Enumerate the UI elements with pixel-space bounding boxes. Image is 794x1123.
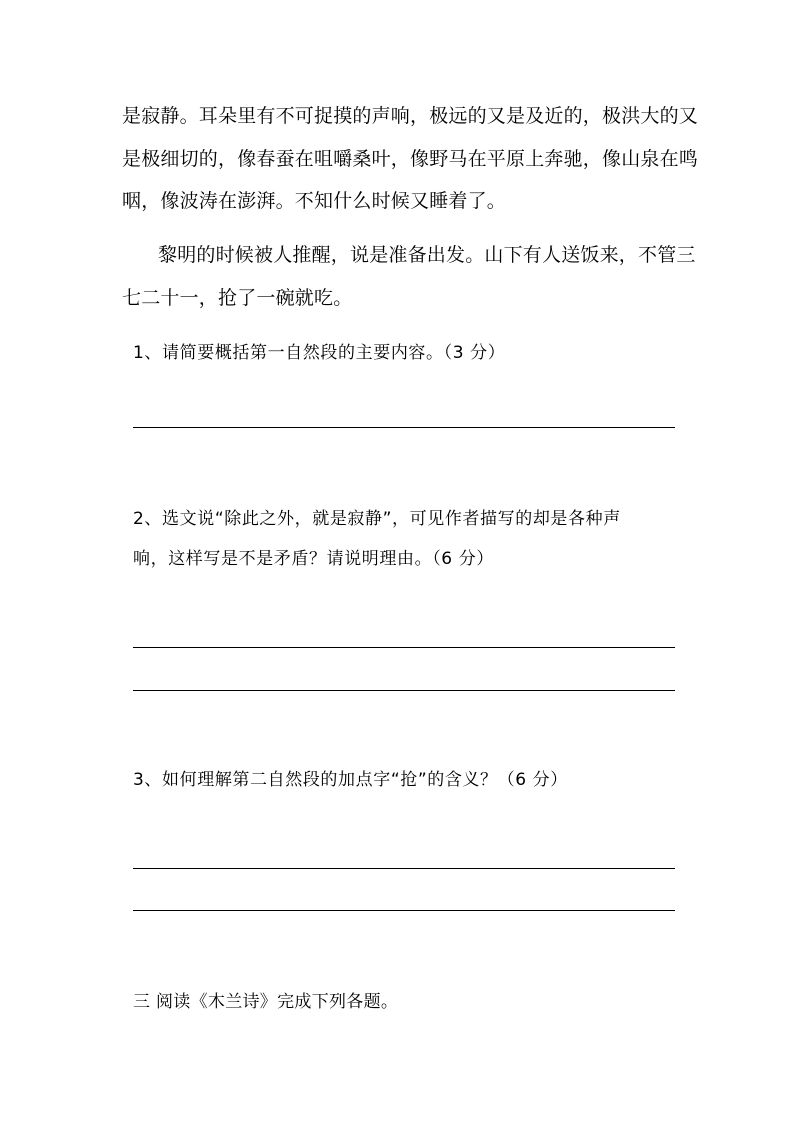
passage-paragraph-1-line-1: 是寂静。耳朵里有不可捉摸的声响，极远的又是及近的，极洪大的又	[122, 105, 699, 127]
answer-line-q2-1[interactable]	[133, 647, 675, 648]
answer-line-q2-2[interactable]	[133, 690, 675, 691]
question-1: 1、请简要概括第一自然段的主要内容。（3 分）	[133, 343, 506, 363]
question-3: 3、如何理解第二自然段的加点字“抢”的含义？（6 分）	[133, 770, 568, 790]
passage-paragraph-1-line-3: 咽，像波涛在澎湃。不知什么时候又睡着了。	[122, 190, 507, 212]
passage-paragraph-2-line-2: 七二十一，抢了一碗就吃。	[122, 287, 353, 309]
answer-line-q3-1[interactable]	[133, 868, 675, 869]
question-2-line-2: 响，这样写是不是矛盾？请说明理由。（6 分）	[133, 549, 494, 569]
section-heading: 三 阅读《木兰诗》完成下列各题。	[133, 992, 399, 1012]
passage-paragraph-1-line-2: 是极细切的，像春蚕在咀嚼桑叶，像野马在平原上奔驰，像山泉在鸣	[122, 148, 699, 170]
answer-line-q3-2[interactable]	[133, 910, 675, 911]
passage-paragraph-2-line-1: 黎明的时候被人推醒，说是准备出发。山下有人送饭来，不管三	[158, 244, 696, 266]
question-2-line-1: 2、选文说“除此之外，就是寂静”，可见作者描写的却是各种声	[133, 509, 621, 529]
answer-line-q1[interactable]	[133, 427, 675, 428]
